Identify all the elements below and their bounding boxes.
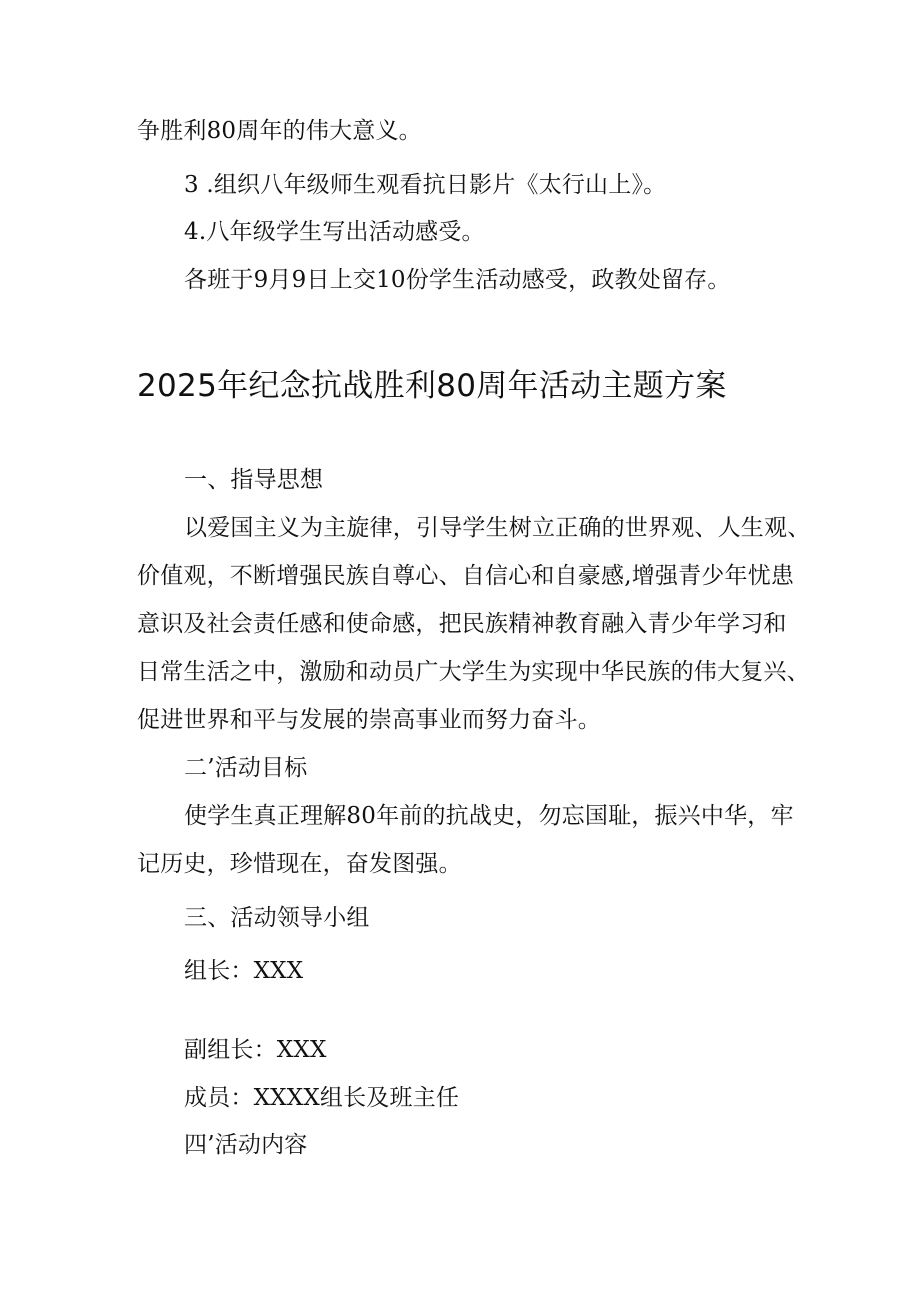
section4-heading: 四’活动内容 xyxy=(184,1132,308,1158)
intro-line-1: 争胜利80周年的伟大意义。 xyxy=(137,118,422,144)
section1-line-3: 意识及社会责任感和使命感，把民族精神教育融入青少年学习和 xyxy=(137,611,787,637)
section3-deputy: 副组长：XXX xyxy=(184,1037,327,1063)
document-title: 2025年纪念抗战胜利80周年活动主题方案 xyxy=(137,368,727,404)
section2-line-2: 记历史，珍惜现在，奋发图强。 xyxy=(137,851,462,877)
section1-heading: 一、指导思想 xyxy=(184,467,324,493)
intro-line-4: 各班于9月9日上交10份学生活动感受，政教处留存。 xyxy=(184,267,731,293)
section3-leader: 组长：XXX xyxy=(184,958,304,984)
section2-line-1: 使学生真正理解80年前的抗战史，勿忘国耻，振兴中华，牢 xyxy=(184,803,794,829)
intro-line-3: 4.八年级学生写出活动感受。 xyxy=(184,219,485,245)
section3-members: 成员：XXXX组长及班主任 xyxy=(184,1085,460,1111)
section3-heading: 三、活动领导小组 xyxy=(184,905,370,931)
section1-line-4: 日常生活之中，激励和动员广大学生为实现中华民族的伟大复兴、 xyxy=(137,659,810,685)
section2-heading: 二’活动目标 xyxy=(184,755,308,781)
section1-line-2: 价值观，不断增强民族自尊心、自信心和自豪感,增强青少年忧患 xyxy=(137,563,795,589)
section1-line-1: 以爱国主义为主旋律，引导学生树立正确的世界观、人生观、 xyxy=(184,515,811,541)
section1-line-5: 促进世界和平与发展的崇高事业而努力奋斗。 xyxy=(137,707,601,733)
intro-line-2: 3 .组织八年级师生观看抗日影片《太行山上》。 xyxy=(184,172,667,198)
